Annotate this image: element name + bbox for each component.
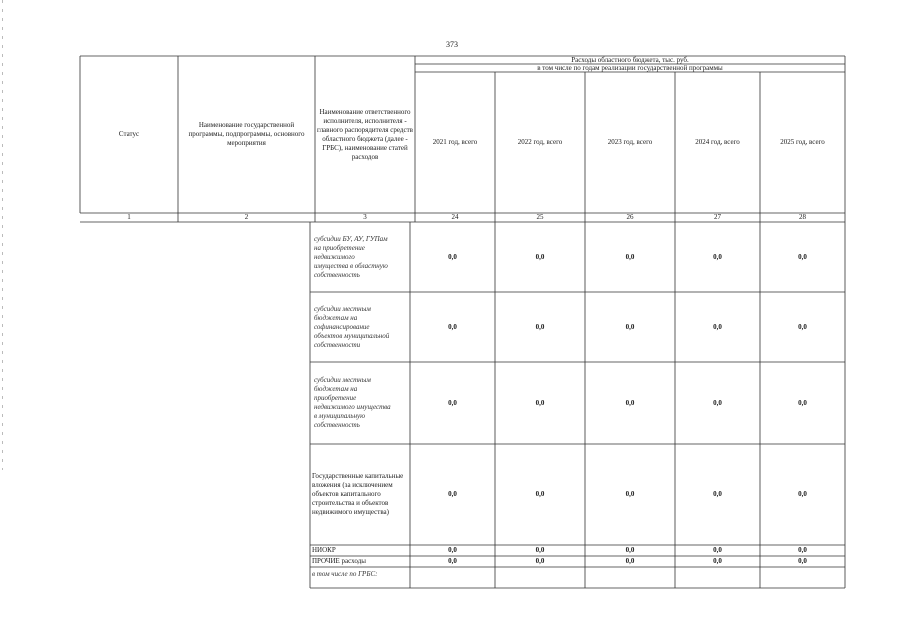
program-name-header: Наименование государственной программы, подпрограммы, основного мероприятия	[188, 121, 305, 147]
column-number: 1	[127, 213, 131, 221]
budget-title: Расходы областного бюджета, тыс. руб.	[571, 55, 689, 64]
row-value: 0,0	[535, 322, 545, 331]
row-value: 0,0	[798, 252, 807, 261]
row-label: в том числе по ГРБС:	[312, 569, 378, 578]
row-value: 0,0	[448, 398, 457, 407]
row-value: 0,0	[448, 252, 457, 261]
row-label: НИОКР	[312, 546, 336, 554]
column-number: 26	[626, 213, 634, 221]
year-header-2024: 2024 год, всего	[695, 138, 740, 146]
row-value: 0,0	[535, 252, 545, 261]
page-number: 373	[446, 40, 458, 49]
row-value: 0,0	[535, 557, 545, 565]
row-value: 0,0	[625, 322, 635, 331]
row-value: 0,0	[713, 252, 722, 261]
year-header-2022: 2022 год, всего	[517, 138, 563, 146]
row-value: 0,0	[535, 546, 545, 554]
column-number: 27	[714, 213, 721, 221]
column-number: 3	[363, 213, 367, 221]
row-label: ПРОЧИЕ расходы	[312, 557, 366, 565]
row-value: 0,0	[798, 557, 807, 565]
year-header-2021: 2021 год, всего	[432, 138, 478, 146]
row-value: 0,0	[535, 490, 545, 498]
status-header: Статус	[118, 130, 140, 138]
row-value: 0,0	[798, 322, 807, 331]
row-label: субсидии БУ, АУ, ГУПам на приобретение недвижимого имущества в областную собственность	[314, 234, 388, 279]
row-value: 0,0	[713, 546, 722, 554]
row-value: 0,0	[448, 546, 457, 554]
row-value: 0,0	[625, 398, 635, 407]
row-label: Государственные капитальные вложения (за исключением объектов капитального строительства и объектов недвижимого имущества)	[312, 472, 404, 516]
row-value: 0,0	[713, 490, 722, 498]
executor-header: Наименование ответственного исполнителя, исполнителя - главного распорядителя средств областного бюджета (далее - ГРБС), наименование статей расходов	[317, 107, 413, 161]
row-value: 0,0	[448, 490, 457, 498]
row-value: 0,0	[448, 557, 457, 565]
column-number: 28	[799, 213, 806, 221]
row-label: субсидии местным бюджетам на софинансирование объектов муниципальной собственности	[314, 304, 390, 349]
row-value: 0,0	[798, 398, 807, 407]
column-number: 24	[451, 213, 459, 221]
row-value: 0,0	[798, 490, 807, 498]
row-value: 0,0	[448, 322, 457, 331]
row-value: 0,0	[625, 490, 635, 498]
row-value: 0,0	[625, 546, 635, 554]
row-value: 0,0	[713, 557, 722, 565]
row-value: 0,0	[535, 398, 545, 407]
year-header-2023: 2023 год, всего	[607, 138, 653, 146]
row-value: 0,0	[713, 398, 722, 407]
year-header-2025: 2025 год, всего	[780, 138, 825, 146]
row-value: 0,0	[713, 322, 722, 331]
column-number: 2	[244, 213, 249, 221]
row-value: 0,0	[625, 252, 635, 261]
row-value: 0,0	[625, 557, 635, 565]
row-label: субсидии местным бюджетам на приобретение недвижимого имущества в муниципальную собственность	[314, 376, 391, 429]
by-years-title: в том числе по годам реализации государственной программы	[537, 63, 723, 72]
column-number: 25	[536, 213, 544, 221]
row-value: 0,0	[798, 546, 807, 554]
